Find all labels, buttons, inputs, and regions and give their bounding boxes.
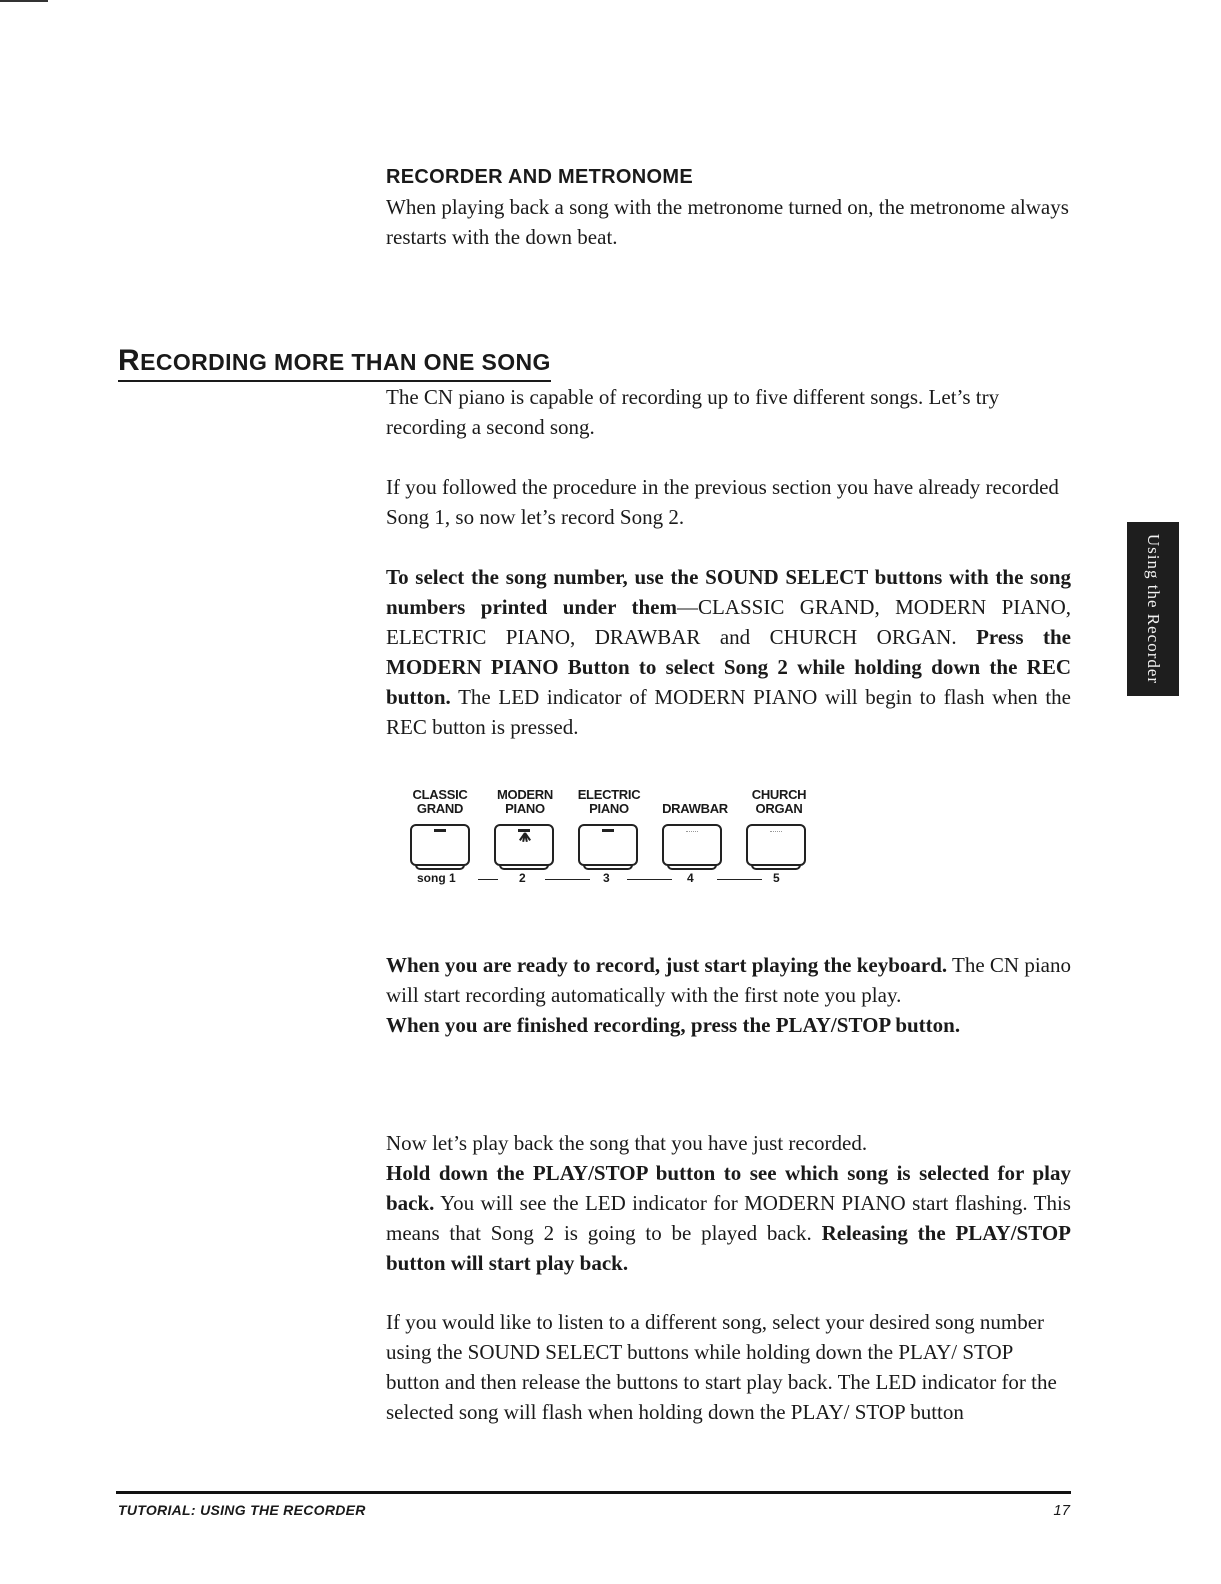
- corner-rule: [0, 0, 48, 2]
- footer-rule: [116, 1491, 1071, 1494]
- drawbar-button: [662, 824, 722, 866]
- playback-intro: Now let’s play back the song that you have just recorded.: [386, 1131, 868, 1155]
- led-note: The LED indicator of MODERN PIANO will begin to flash when the REC button is pressed.: [386, 685, 1071, 739]
- label-modern-piano: MODERN PIANO: [497, 787, 553, 816]
- heading-rest: ECORDING MORE THAN ONE SONG: [140, 349, 551, 375]
- instruction-finish: When you are finished recording, press the PLAY/STOP button.: [386, 1013, 961, 1037]
- classic-grand-button: [410, 824, 470, 866]
- modern-piano-button: [494, 824, 554, 866]
- heading-initial: R: [118, 344, 141, 377]
- section-heading: [118, 344, 551, 382]
- instruction-release: Releasing the PLAY/STOP button will start play back.: [386, 1221, 1071, 1275]
- song-number-2: 2: [519, 871, 526, 885]
- led-indicator: [602, 829, 614, 832]
- previous-section-paragraph: If you followed the procedure in the previous section you have already recorded Song 1, so now let’s record Song 2.: [386, 475, 1059, 529]
- song-connector: [545, 879, 590, 880]
- side-tab-label: Using the Recorder: [1144, 533, 1163, 685]
- song-number-5: 5: [773, 871, 780, 885]
- electric-piano-button: [578, 824, 638, 866]
- auto-record-note: The CN piano will start recording automatically with the first note you play.: [386, 953, 1072, 1007]
- label-church-organ: CHURCH ORGAN: [751, 787, 807, 816]
- led-flash-note: You will see the LED indicator for MODERN PIANO start flashing. This means that Song 2 is going to be played back.: [386, 1191, 1071, 1245]
- song-number-4: 4: [687, 871, 694, 885]
- instruction-hold-play-stop: Hold down the PLAY/STOP button to see which song is selected for play back.: [386, 1161, 1071, 1215]
- chapter-side-tab: [1127, 522, 1179, 696]
- page-number: 17: [1053, 1502, 1070, 1519]
- instruction-press: Press the MODERN PIANO Button to select Song 2 while holding down the REC button.: [386, 625, 1072, 709]
- song-connector: [627, 879, 672, 880]
- metronome-paragraph: When playing back a song with the metronome turned on, the metronome always restarts with the down beat.: [386, 195, 1069, 249]
- sound-select-panel-diagram: [405, 784, 825, 888]
- led-indicator-off: [686, 829, 698, 832]
- led-indicator: [434, 829, 446, 832]
- led-indicator-off: [770, 829, 782, 832]
- select-song-paragraph: [386, 562, 1071, 742]
- song-connector: [717, 879, 762, 880]
- instruction-select: To select the song number, use the SOUND SELECT buttons with the song numbers printed under them: [386, 565, 1071, 619]
- button-list-text: —CLASSIC GRAND, MODERN PIANO, ELECTRIC PIANO, DRAWBAR and CHURCH ORGAN.: [386, 595, 1071, 649]
- church-organ-button: [746, 824, 806, 866]
- label-drawbar: DRAWBAR: [662, 801, 728, 816]
- label-classic-grand: CLASSIC GRAND: [412, 787, 468, 816]
- subsection-heading: RECORDER AND METRONOME: [386, 166, 693, 188]
- song-number-1: song 1: [417, 871, 456, 885]
- instruction-start-playing: When you are ready to record, just start playing the keyboard.: [386, 953, 948, 977]
- footer-section-title: TUTORIAL: USING THE RECORDER: [118, 1502, 366, 1518]
- record-paragraph: [386, 950, 1071, 1040]
- label-electric-piano: ELECTRIC PIANO: [577, 787, 641, 816]
- intro-paragraph: The CN piano is capable of recording up to five different songs. Let’s try recording a second song.: [386, 385, 1000, 439]
- playback-paragraph: [386, 1128, 1071, 1278]
- song-number-3: 3: [603, 871, 610, 885]
- different-song-paragraph: If you would like to listen to a different song, select your desired song number using the SOUND SELECT buttons while holding down the PLAY/ STOP button and then release the buttons to start play back. The LED indicator for the selected song will flash when holding down the PLAY/ STOP button: [386, 1310, 1057, 1424]
- song-connector: [478, 879, 498, 880]
